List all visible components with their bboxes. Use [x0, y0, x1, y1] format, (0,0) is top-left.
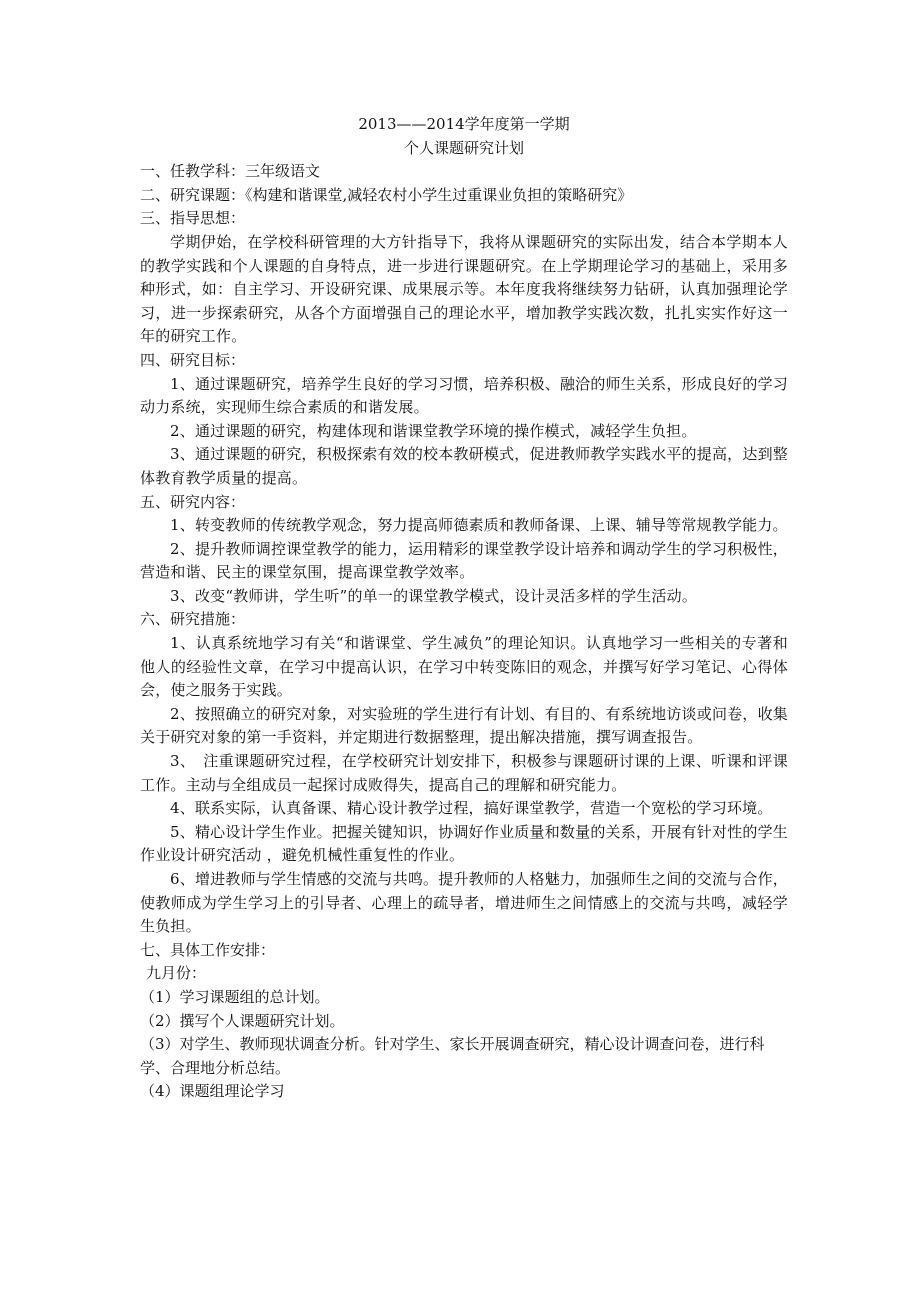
document-page: [140, 113, 788, 1104]
goal-item: 3、通过课题的研究，积极探索有效的校本教研模式，促进教师教学实践水平的提高，达到整体教育教学质量的提高。: [140, 445, 788, 487]
section-topic: 二、研究课题：《构建和谐课堂,减轻农村小学生过重课业负担的策略研究》: [140, 185, 633, 204]
schedule-month: 九月份：: [146, 964, 207, 983]
measure-item: 3、 注重课题研究过程，在学校研究计划安排下，积极参与课题研讨课的上课、听课和评课工作。主动与全组成员一起探讨成败得失，提高自己的理解和研究能力。: [140, 752, 788, 794]
schedule-item: （2）撰写个人课题研究计划。: [140, 1011, 345, 1030]
section-guiding-heading: 三、指导思想：: [140, 209, 246, 228]
goal-item: 2、通过课题的研究，构建体现和谐课堂教学环境的操作模式，减轻学生负担。: [170, 421, 697, 440]
section-content-heading: 五、研究内容：: [140, 492, 246, 511]
goal-item: 1、通过课题研究，培养学生良好的学习习惯，培养积极、融洽的师生关系，形成良好的学习动力系统，实现师生综合素质的和谐发展。: [140, 374, 788, 417]
guiding-paragraph: 学期伊始，在学校科研管理的大方针指导下，我将从课题研究的实际出发，结合本学期本人的教学实践和个人课题的自身特点，进一步进行课题研究。在上学期理论学习的基础上，采用多种形式，如：自主学习、开设研究课、成果展示等。本年度我将继续努力钻研，认真加强理论学习，进一步探索研究，从各个方面增强自己的理论水平，增加教学实践次数，扎扎实实作好这一年的研究工作。: [140, 232, 788, 346]
section-measures-heading: 六、研究措施：: [140, 610, 246, 629]
measure-item: 2、按照确立的研究对象，对实验班的学生进行有计划、有目的、有系统地访谈或问卷，收集关于研究对象的第一手资料，并定期进行数据整理，提出解决措施，撰写调查报告。: [140, 704, 788, 747]
content-item: 3、改变“教师讲，学生听”的单一的课堂教学模式，设计灵活多样的学生活动。: [170, 586, 698, 605]
document-subtitle: 个人课题研究计划: [403, 138, 524, 157]
document-title: 2013——2014学年度第一学期: [358, 115, 570, 133]
schedule-item: （3）对学生、教师现状调查分析。针对学生、家长开展调查研究，精心设计调查问卷，进行科学、合理地分析总结。: [140, 1035, 765, 1077]
content-item: 1、转变教师的传统教学观念，努力提高师德素质和教师备课、上课、辅导等常规教学能力。: [170, 516, 788, 535]
schedule-item: （4）课题组理论学习: [140, 1082, 285, 1101]
content-item: 2、提升教师调控课堂教学的能力，运用精彩的课堂教学设计培养和调动学生的学习积极性，营造和谐、民主的课堂氛围，提高课堂教学效率。: [140, 539, 788, 582]
measure-item: 6、增进教师与学生情感的交流与共鸣。提升教师的人格魅力，加强师生之间的交流与合作，使教师成为学生学习上的引导者、心理上的疏导者，增进师生之间情感上的交流与共鸣，减轻学生负担。: [140, 870, 788, 936]
measure-item: 4、联系实际，认真备课、精心设计教学过程，搞好课堂教学，营造一个宽松的学习环境。: [170, 799, 773, 818]
section-schedule-heading: 七、具体工作安排：: [140, 940, 276, 959]
section-goals-heading: 四、研究目标：: [140, 350, 246, 369]
measure-item: 1、认真系统地学习有关“和谐课堂、学生减负”的理论知识。认真地学习一些相关的专著和他人的经验性文章，在学习中提高认识，在学习中转变陈旧的观念，并撰写好学习笔记、心得体会，使之服务于实践。: [140, 634, 788, 700]
measure-item: 5、精心设计学生作业。把握关键知识，协调好作业质量和数量的关系，开展有针对性的学生作业设计研究活动 ，避免机械性重复性的作业。: [140, 822, 788, 865]
schedule-item: （1）学习课题组的总计划。: [140, 987, 330, 1006]
section-subject: 一、任教学科：三年级语文: [140, 162, 321, 181]
